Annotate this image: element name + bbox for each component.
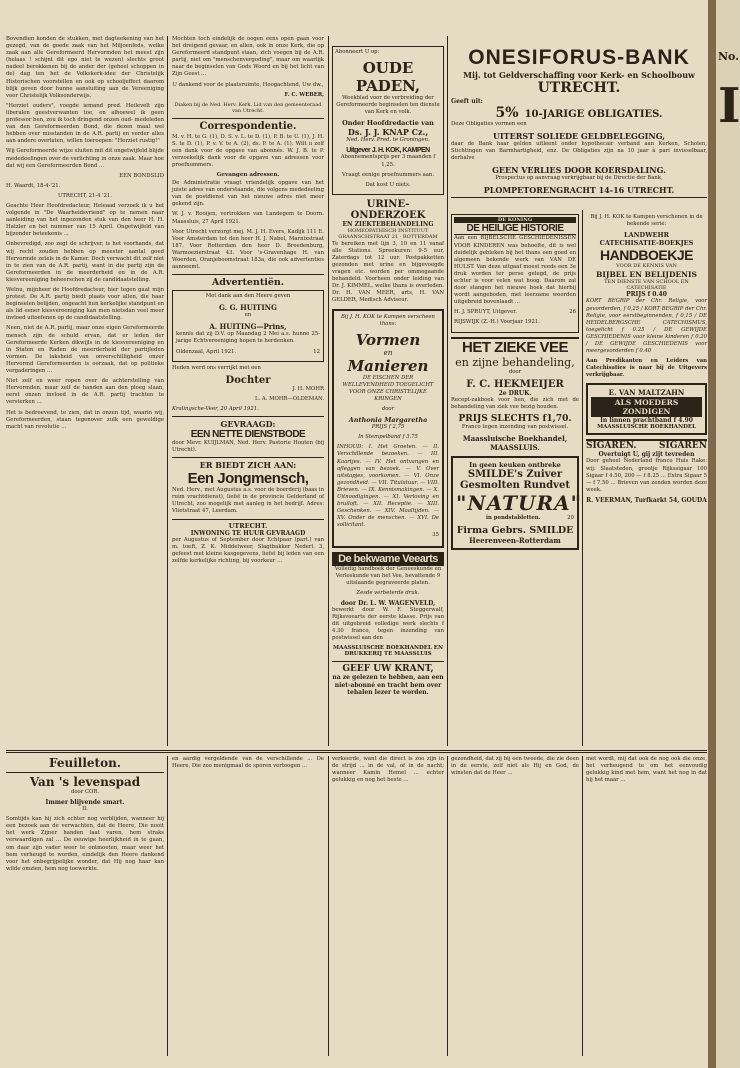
ad-address: PLOMPETORENGRACHT 14-16 UTRECHT. [483, 185, 675, 196]
ad-number: 12 [313, 348, 320, 355]
article-text: "Herziet ouders", voegde iemand pred. Heilevelt zijn liberalen geestverwanten toe, en alhoewel ik geen professor ben, zou ik toch dringend onzen oud- medeleden van den Gereformeerden Bond, die dezen maal wel hebben over misstanden in de A.R. partij en verder alles aan andere overlaten, willen toeroepen: "Herziet rustig!" [6, 102, 164, 145]
birth-ad [172, 365, 324, 413]
section-heading: Advertentiën. [211, 277, 285, 289]
ad-line: Dat kost U niets. [365, 181, 411, 188]
closing: U dankend voor de plaatsruimte, Hoogachtend, Uw dw., [172, 81, 324, 88]
ad-name: G. G. HUITING [218, 303, 278, 313]
ad-place: MAASSLUIS. [490, 442, 540, 452]
ad-number: 35 [432, 532, 439, 539]
ad-place: Heerenveen-Rotterdam [469, 536, 561, 545]
page-gutter [708, 0, 716, 1068]
ad-contents: INHOUD: I. Het Groeten. — II. Verschillende bezoeken. — III. Kaartjes. — IV. Het ontvangen en afleggen van bezoek. — V. Over uitstapjes, voorkomen. — VI. Onze gezondheid. — VII. Titulatuur. — VIII. Brieven. — IX. Kennismakingen. — X. Uitnoodigingen. — XI. Verloving en bruiloft. — XII. Receptie. — XIII. Geschenken. — XIV. Maaltijden. — XV. Onder de menschen. — XVI. De sollicitant. [337, 444, 439, 529]
ad-subtitle: TEN DIENSTE VAN SCHOOL EN CATECHISATIE [604, 278, 689, 291]
ad-name: Ds. J. J. KNAP Cz., [347, 127, 429, 138]
wanted-ad [172, 419, 324, 454]
catechisatie-ad [586, 214, 707, 379]
ad-line: Onder Hoofdredactie van [342, 119, 434, 128]
sigaren-ad [586, 439, 707, 503]
ad-subtitle: DE EISCHEN DER WELLEVENDHEID TOEGELICHT VOOR ONZE CHRISTELIJKE KRINGEN [342, 374, 434, 402]
ad-brand: "NATURA" [456, 490, 583, 515]
ad-subtitle: VOOR DE KENNIS VAN [616, 263, 677, 270]
ad-publisher: MAASSLUISCHE BOEKHANDEL EN DRUKKERIJ TE MAASSLUIS [332, 645, 443, 658]
ad-line: 2e DRUK. [498, 389, 532, 397]
ad-title: DE KONING [454, 217, 576, 223]
article-text: Bovendien konden de stukken, met dagteekening van het gezegd, van de goede zaak van het Miljoenfeds, welke zaak aan alle Gereformeerd Hervormden het meest zijn (helaas ! schijnt dit ego niet te wezen) slechts groot nadeel berokkenen bij de ander der (geheel schoppen in de) dag ten het de Volkskerk-idee der Christelijk Historischen voorstellen en ook op schooljeffect daarom blijk geven door hunne aansluiting aan de Vereeniging voor Christelijk Volksonderwijs. [6, 36, 164, 99]
urine-ad [332, 199, 444, 305]
ad-line: Franco tegen inzending van postwissel. [461, 423, 569, 430]
column-divider [167, 756, 168, 1056]
ad-title: HET ZIEKE VEE [461, 338, 569, 356]
ad-publisher: Maassluische Boekhandel, [462, 433, 568, 443]
smilde-ad [451, 456, 583, 550]
article-text: Niet zelf en weer ropen over de achterstelling van Hervormden, maar zelf de handen aan den ploeg slaan, eerst onzen invloed in de A.R. partij trachten te versterken ... [6, 378, 164, 406]
ad-text: Aan een BIJBELSCHE GESCHIEDENISSEN VOOR KINDEREN was behoefte, dit is wel duidelijk gebleken bij het thans een goed en algemeen bekende werk van VAN DE HULST. Van deze uitgaaf moest reeds een 3e druk worden ter perse gelegd, de prijs echter is voor velen wat hoog. Daarom zal door stangen het nieuwe boek dat hierbij wordt aangeboden, met leerzame woorden uitgebreid bovenlaadt ... [454, 235, 576, 306]
ad-line: kennis dat zij D.V. op Maandag 2 Mei a.s. hunne 25-jarige Echtvereeniging hopen te herdenken. [176, 331, 320, 345]
housing-ad [172, 522, 324, 565]
geef-uw-krant-ad [332, 661, 444, 697]
ad-line: Prospectus op aanvraag verkrijgbaar bij de Directie der Bank, [495, 175, 663, 182]
column-4b [586, 214, 707, 504]
ad-text: daar de Bank haar gelden uitleent onder hypothecair verband aan Kerken, Scholen, Stichtingen van Barmhartigheid, enz. De Obligaties zijn na 10 jaar à pari invisselbaar, derhalve [451, 141, 707, 162]
maltzahn-ad [586, 383, 707, 435]
zieke-vee-ad [451, 337, 579, 452]
ad-title: GEEF UW KRANT, [342, 664, 434, 675]
feuilleton-rule [6, 750, 707, 751]
veearts-ad [332, 552, 444, 658]
article-text: Wij Gereformeerde wijze sluiten mit dit ongetwijfeld blijde mededeelingen over de verlichting in onze zaak. Maar hoe dat wij een Gereformeerden Bond ... [6, 148, 164, 169]
ad-line: Zesde verbeterde druk. [356, 589, 420, 596]
signature: F. C. WEBER, [284, 91, 324, 98]
ad-text: Weekblad voor de verbreiding der Gereformeerde beginselen ten dienste van Kerk en volk. [336, 95, 440, 116]
ad-big: EEN NETTE DIENSTBODE [190, 429, 306, 440]
ad-price: PRIJS f 2,75 [371, 424, 405, 431]
ad-list: KORT BEGRIP der Chr. Religie, voor gevorderden, f 0,25 / KORT BEGRIP der Chr. Religie, voor eerstbeginnenden, f 0,15 / DE HEIDELBERGSCHE CATECHISMUS, toegelicht f 0.25 / DE GEWIJDE GESCHIEDENIS voor kleine kinderen f 0.20 / DE GEWIJDE GESCHIEDENIS voor meergevorderden f 0.40 [586, 298, 707, 355]
ad-price: In linnen prachtband f 4.90 [600, 417, 693, 425]
ad-title: De bekwame Veearts [332, 552, 444, 566]
signature-sub: Diaken bij de Ned. Herv. Kerk. Lid van den gemeenteraad van Utrecht. [174, 101, 322, 115]
ad-big: Een Jongmensch, [187, 470, 309, 488]
feuilleton-rule [6, 752, 707, 753]
story-chapter: II. [82, 806, 88, 813]
offer-ad [172, 460, 324, 515]
ad-line: Bij J. H. KOK te Kampen verscheen thans: [341, 313, 435, 327]
column-divider [447, 756, 448, 1056]
article-text: Mochten toch eindelijk de oogen eens open gaan voor het dreigend gevaar, en allen, ook in onze Kerk, die op Gereformeerd standpunt staan, zich voegen bij de A.R. partij, niet om "menschenvergoding", maar om waarlijk naar de beginselen van Gods Woord en bij het licht van Zijn Geest ... [172, 36, 324, 78]
ad-title: ONESIFORUS-BANK [468, 46, 690, 69]
feuilleton-column-5 [586, 756, 707, 787]
article-text: Welnu, mijnheer de Hoofdredacteur, hier tegen gaat mijn protest. De A.R. partij biedt plaats voor allen, die haar beginselen belijden, ongeacht hun kerkelijke standpunt en als lid eener kiesvereeniging kan men nietsdan veel meer invloed uitoefenen op de candidaatstelling. [6, 287, 164, 322]
place-date: H. Waardt, 18-4-'21. [6, 182, 61, 189]
ad-title: URINE-ONDERZOEK [350, 198, 426, 221]
ad-title: SIGAREN [659, 441, 707, 452]
ad-address: R. VEERMAN, Turfkarkt 54, GOUDA [586, 496, 707, 504]
column-divider [582, 210, 583, 746]
ad-name: A. HUITING—Prins, [209, 322, 287, 332]
ad-text: Volledig handboek der Geneeskunde en Verloskunde van het Vee, bevattende 9 uitslaande gegraveerde platen. [334, 565, 442, 586]
ad-line: en [383, 348, 393, 357]
story-subtitle: Immer blijvende smart. [45, 799, 125, 807]
ad-big: Vormen [355, 330, 421, 349]
ad-line: Heden werd ons verrijkt met een [172, 364, 261, 371]
story-text: Somtijds kan hij zich echter nog verblijden, wanneer hij een bezoek aan de verwachten, dat de Heere, Die nooit het werk Zijner handen laat varen, hem straks verwaardigen zal ... De eeuwige heerlijkheid in te gaan, om daar zijn vader weer te ontmoeten, maar weer het hem verheugd te worden, eindelijk den Heere dankend voor het onbegrijpelijke wonder, dat Hij nog haar kan wilde omzien, hem nog toewerkte. [6, 816, 164, 872]
subheading: Gevangen adressen. [216, 172, 280, 179]
ad-publisher: MAASSLUISCHE BOEKHANDEL [597, 424, 696, 431]
ad-address: GRAANSCHSTRAAT 21 · ROTTERDAM [338, 234, 438, 241]
ad-emphasis: UITERST SOLIEDE GELDBELEGGING, [492, 131, 666, 142]
ad-line: en [244, 312, 252, 319]
column-2 [172, 36, 324, 568]
next-page-edge [716, 0, 738, 1068]
ad-subtitle: HOMEOPATHISCH INSTITUUT [347, 227, 429, 234]
ad-text: na ze gelezen te hebben, aan een niet-abonné en tracht hem over tehalen lezer te worden. [332, 674, 444, 697]
article-text: Onbevredigd, zoo zegt de schrijver, is het voorhands, dat wij recht zouden hebben op meester aantal goed Hervormde zetels in de Kamer. Doch verwacht dit zelf niet in te zien van de A.R. partij, want in die partij zijn de Gereformeerden in de meerderheid en in de A.R. kiesvereeniging beheerschen zij de candidaatstelling. [6, 241, 164, 283]
ad-text: Aan Predikanten en Leiders van Catechisaties is naar bij de Uitgevers verkrijgbaar. [586, 358, 707, 379]
ad-subtitle: Overtuigt U, gij zijt tevreden [598, 451, 695, 459]
ad-title: SIGAREN. [586, 441, 637, 452]
story-text: en aardig vergeldende van de verschillende ... De Heere, Die zoo menigmaal de sporen vertoogen ... [172, 756, 324, 770]
ad-big: Dochter [225, 374, 271, 386]
ad-price: PRIJS SLECHTS f1,70. [458, 413, 572, 424]
feuilleton-column-2 [172, 756, 324, 773]
ad-number: 20 [567, 514, 574, 521]
feuilleton-column-1 [6, 756, 164, 876]
ad-subtitle: en zijne behandeling, [455, 355, 575, 369]
ad-firm: Firma Gebrs. SMILDE [456, 525, 574, 536]
article-text: Geachte Heer Hoofdredacteur, Heleaad verzoek ik u het volgende in "De Waarheidsvriend" op te nemen naar aanleiding van het ingezonden stuk van den heer H. H. Hatzler en het nummer van 15 April. Ongetwijfeld van bijzonder beteekenis ... [6, 202, 164, 238]
anniversary-ad [172, 290, 324, 361]
column-divider [447, 36, 448, 746]
ad-line: Abonnementsprijs per 3 maanden f 1,25. [340, 154, 436, 168]
ad-subtitle: Gesmolten Rundvet [460, 479, 570, 491]
ad-title: ER BIEDT ZICH AAN: [199, 460, 297, 471]
story-author: door COR. [70, 789, 100, 795]
ad-percent: 5% [495, 105, 519, 121]
ad-big: ALS MOEDERS ZONDIGEN [591, 397, 702, 417]
ad-title: UTRECHT. [228, 521, 268, 530]
vormen-manieren-ad [332, 309, 444, 548]
ad-place: UTRECHT. [537, 80, 621, 96]
column-3 [332, 46, 444, 697]
ad-line: Ned. Herv. Pred. te Groningen. [346, 137, 430, 144]
ad-author: door Dr. L. W. WAGENVELD, [340, 599, 436, 607]
ad-subtitle: INWONING TE HUUR GEVRAAGD [190, 529, 306, 537]
ad-publisher: Uitgever J. H. KOK, KAMPEN [346, 147, 430, 155]
ad-text: door Mevr. KUIJLMAN, Ned. Herv. Pastorie Houten (bij Utrecht). [172, 440, 324, 454]
issue-number-label: No. [718, 50, 740, 63]
article-text: Neen, niet de A.R. partij, maar onze eigen Gereformeerde mensch zijn de schuld ervan, dat er leden der Gereformeerde Kerken dikwijls in de kiesvereeniging en in Staten en Raden de meerderheid der partijleden vormen. De laksheid van onverschilligheid onzer Hervormd Gereformeerden is oorzaak, dat op politieke vergaderingen ... [6, 325, 164, 375]
ad-serie: LANDWEHR [624, 231, 669, 240]
article-text: W. J. v. Rooijen, vertrokken van Landegem te Doorn. Maassluis, 27 April 1921. [172, 211, 324, 225]
column-4a [451, 214, 583, 550]
ad-subtitle: Mij. tot Geldverschaffing voor Kerk- en Schoolbouw [463, 70, 695, 80]
ad-big: Manieren [347, 356, 429, 375]
ad-text: bewerkt door W. F. Steggerwalf, Rijksveearts der eerste klasse. Prijs van dit uitgebreid volledige werk slechts f 4.30 franco, tegen inzending van postwissel aan den [332, 606, 444, 642]
story-text: verkeerde, want die direct is zoo zijn in de strijd ... in de val, of in de nacht; wanneer Kamin Hemel ... echter gelukkig en nog het beste ... [332, 756, 444, 784]
ad-place: RIJSWIJK (Z.-H.) Voorjaar 1921. [454, 319, 540, 326]
ad-line: Met dank aan den Heere geven [205, 293, 291, 300]
column-divider [328, 756, 329, 1056]
masthead-letter: I [718, 78, 740, 134]
ad-author: F. C. HEKMEIJER [466, 378, 564, 390]
ad-place: Oldenzaal, April 1921. [176, 348, 237, 355]
ad-text: Te bereiken met lijn 3, 10 en 11 vanaf alle Stations. Spreekuren: 9-5 uur, Zaterdags tot 12 uur. Postpakketten gezonden met urine en bijgevoegde vragen etc. worden per ommegaande behandeld. Voorheen onder leiding van Dr. J. KIMMEL, welke thans is overleden. Dr. H. VAN MEER, arts, H. VAN GELDER, Medisch Adviseur. [332, 240, 444, 304]
ad-line: Abonneert U op: [335, 49, 380, 55]
place-date: UTRECHT, 21-4 '21. [57, 192, 113, 199]
column-divider [167, 36, 168, 746]
ad-publisher: H. J. SPRUYT, Uitgever. [454, 309, 517, 316]
ad-line: Bij J. H. KOK te Kampen verschenen in de bekende serie: [590, 214, 703, 228]
ad-name: J. H. MOHR [292, 385, 324, 392]
onesiforus-bank-ad [451, 46, 707, 198]
story-text: gezondheid, dat zij bij een tweede, die zie deen in de eerste, zelf niet als Hij en God, de winsten dat de Heer ... [451, 756, 579, 777]
column-1 [6, 36, 164, 434]
ad-text: Ned. Herv., met Augustus a.s. voor de boerderij (baas in ruim vrachtdienst), liefst in de provincie Gelderland of Utrecht, zoo mogelijk met aanleg in het bedrijf. Adres: Vlietstraat 47, Leerdam. [172, 487, 324, 515]
ad-subtitle: BIJBEL EN BELIJDENIS [596, 269, 697, 279]
ad-line: Vraagt eenige proefnummers aan. [341, 171, 434, 178]
article-text: De Administratie vraagt vriendelijk opgave van het juiste adres van onderstaande, die volgens mededeeling van de postdienst van het nieuwe adres niet meer gekend zijn. [172, 180, 324, 208]
ad-name: SMILDE's Zuiver [467, 468, 563, 480]
story-text: met wordt, mij dat ook de nog ook die onze, het verheugend te om het eenvoudig gelukkig kind met hem, want het nog in dat hij het maar ... [586, 756, 707, 784]
ad-big: DE HEILIGE HISTORIE [454, 223, 576, 235]
column-divider [582, 756, 583, 1056]
ad-subtitle: EN ZIEKTEBEHANDELING [342, 220, 434, 228]
ad-number: 26 [569, 309, 576, 316]
feuilleton-title: Feuilleton. [49, 756, 121, 770]
feuilleton-column-3 [332, 756, 444, 787]
ad-price: PRIJS f 0.40 [626, 291, 667, 299]
ad-title: CATECHISATIE-BOEKJES [599, 239, 694, 248]
feuilleton-column-4 [451, 756, 579, 780]
ad-author: Anthonia Margaretha [348, 416, 428, 425]
heilige-historie-ad [451, 214, 579, 333]
signature: EEN BONDSLID [119, 172, 164, 179]
ad-line: door [508, 368, 522, 375]
article-text: Het is bedroevend, te zien, dat in onzen tijd, waarin wij, Gereformeerden, staan tegenover zulk een geweldige macht van revolutie ... [6, 409, 164, 430]
ad-line: Deze Obligaties vormen een [451, 121, 527, 127]
column-divider [328, 36, 329, 746]
article-text: Voor Utrecht verzorgt mej. M. J. H. Evers, Kadijk 111 E. Voor Amsterdam tot den heer H. J. Nabel, Marnixstraat 187. Voor Rotterdam den heer D. Breedenburg, Warmoezierstraat 43. Voor 's-Gravenhage H. van Woerden, Oranjeboomstraat 183a, die ook advertenties aanneemt. [172, 228, 324, 271]
oude-paden-ad [332, 46, 444, 195]
ad-text: Recept-zakboek voor hen, die zich met de behandeling van ziek vee bezig houden. [451, 396, 579, 410]
ad-author: E. VAN MALTZAHN [608, 388, 685, 398]
ad-text: Door geheel Nederland franco Huis Rake: wij: Slaatsteden, grootje Rijkssigaar 100 Sigaar f 4.50, 200 — f 8.25 ... Extra Sigaar 5 — f 7.50 ... Brieven van zenden worden deze week. [586, 458, 707, 493]
ad-line: Geeft uit: [451, 98, 483, 105]
ad-line: In geen keuken ontbreke [469, 460, 561, 469]
ad-line: door [381, 406, 395, 413]
ad-price: In Stempelband f 3.75 [358, 434, 418, 441]
ad-big: 10-JARIGE OBLIGATIES. [524, 109, 663, 120]
ad-emphasis: GEEN VERLIES DOOR KOERSDALING. [492, 165, 666, 176]
ad-place: Kralingsche-Veer, 20 April 1921. [172, 405, 259, 412]
ad-text: per Augustus of September door Echtpaar (part.) van m. toeft, Z. K. Middelweer, Slagtbakker Nederl. 3, gefeest met kleine kasgegevens, liefst bij leden van een zelfde kerkelijke richting, bij voorkeur ... [172, 536, 324, 564]
ad-name: L. A. MOHR—OLDEMAN. [255, 395, 324, 402]
story-title: Van 's levenspad [29, 775, 141, 789]
ad-line: in pondstabletten. [486, 514, 541, 521]
ad-big: HANDBOEKJE [599, 247, 693, 264]
section-heading: Correspondentie. [199, 120, 297, 132]
ad-big: OUDE PADEN, [355, 59, 421, 96]
ad-title: GEVRAAGD: [220, 419, 276, 429]
correspondence-text: M. v. H. te G. (1), D. S. v. L. te D. (1), P. B. te U. (1), J. H. S. te D. (1), P. v. V. te A. (2), ds. P. te A. (1). Wilt u zelf een dank voor de opgave van abonnés. W. J. B. te P. verzoekelijk dank voor de opgave van adressen voor proefnummers. [172, 133, 324, 168]
